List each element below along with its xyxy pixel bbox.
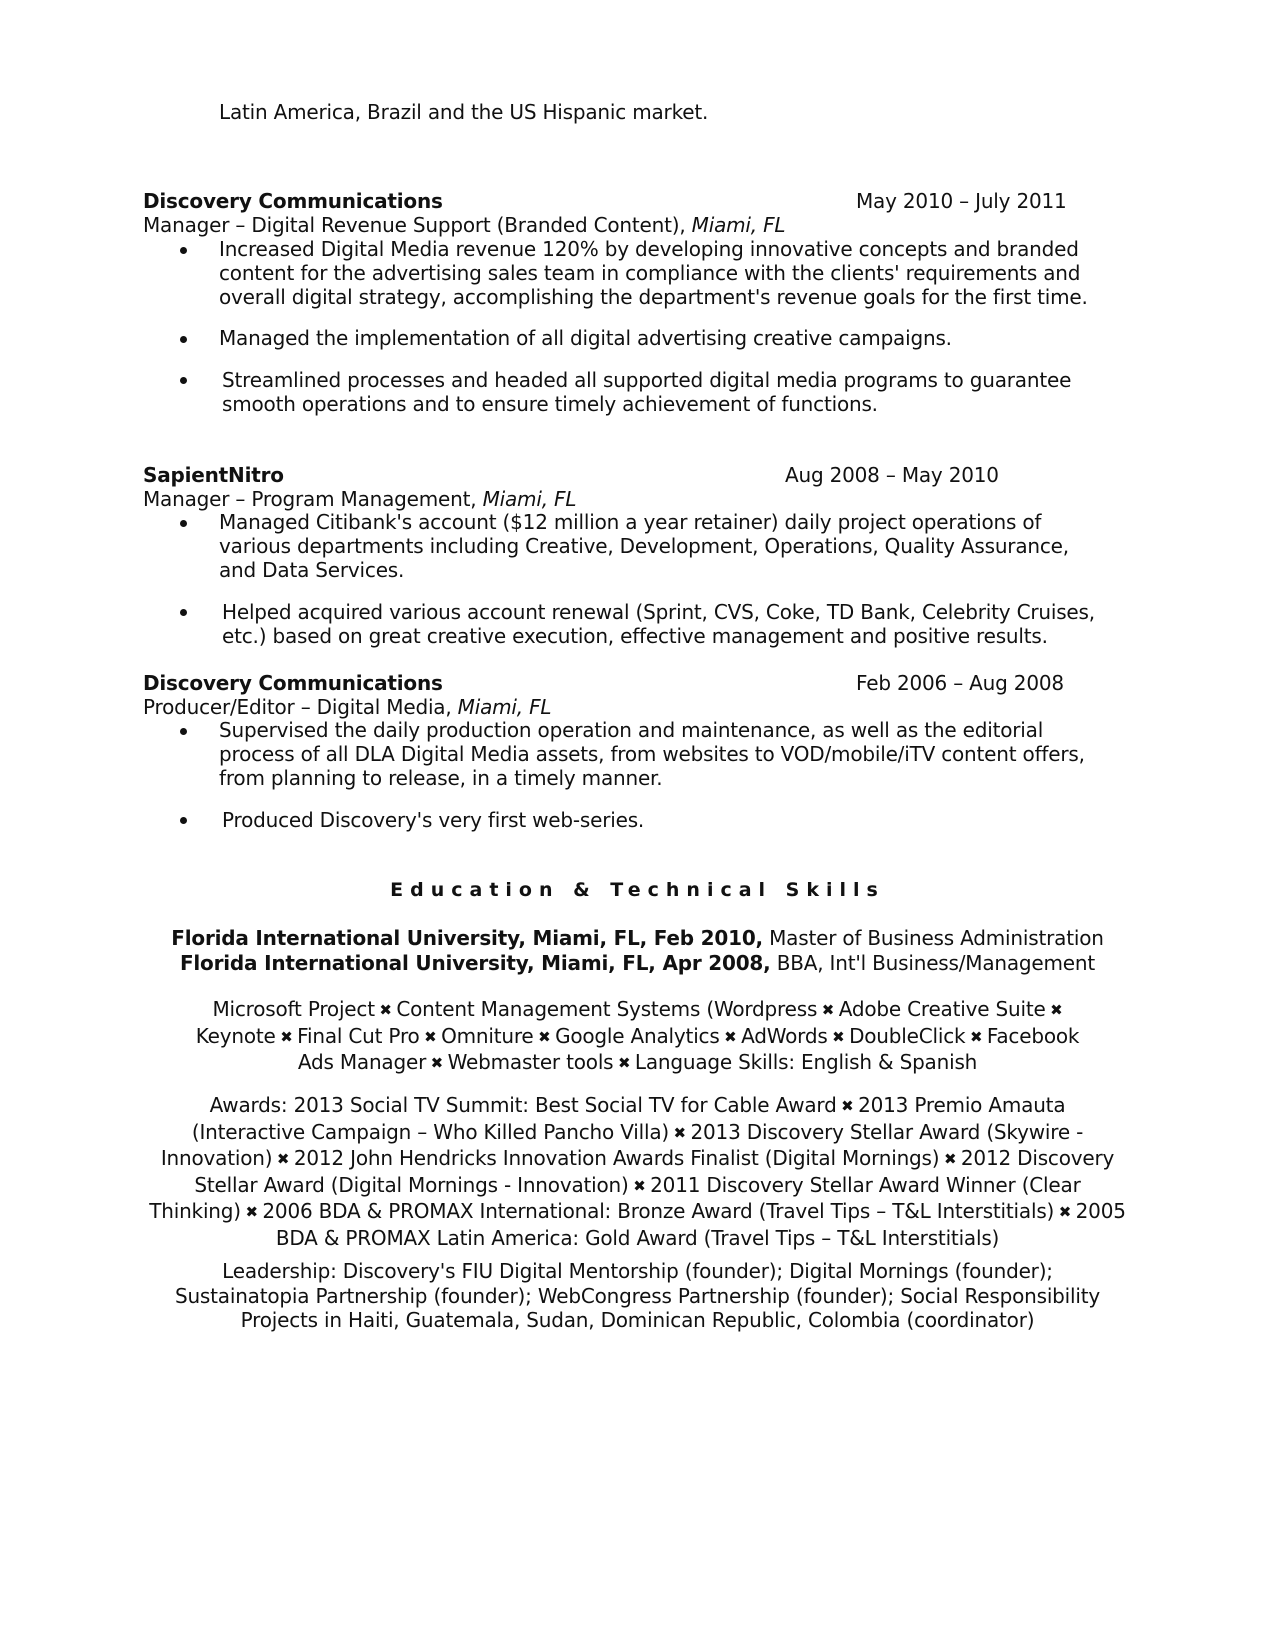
degree-line <box>140 926 1135 951</box>
bullet-line: Managed the implementation of all digital advertising creative campaigns. <box>219 326 952 350</box>
list-item: 2006 BDA & PROMAX International: Bronze Award (Travel Tips – T&L Interstitials) <box>262 1199 1055 1223</box>
separator-icon: ✖ <box>1054 1203 1076 1221</box>
leadership-line: Leadership: Discovery's FIU Digital Mentorship (founder); Digital Mornings (founder); <box>222 1259 1053 1283</box>
list-item: Google Analytics <box>555 1023 720 1048</box>
bullet-line: content for the advertising sales team in compliance with the clients' requirements and <box>219 261 1081 285</box>
bullet-line: Managed Citibank's account ($12 million a year retainer) daily project operations of <box>219 510 1042 534</box>
list-item: BDA & PROMAX Latin America: Gold Award (Travel Tips – T&L Interstitials) <box>275 1225 1000 1250</box>
bullet-icon <box>180 247 187 254</box>
awards-line <box>140 1146 1135 1173</box>
separator-icon: ✖ <box>533 1027 556 1046</box>
bullet-icon <box>180 728 187 735</box>
separator-icon: ✖ <box>272 1150 294 1168</box>
list-item: 2012 John Hendricks Innovation Awards Finalist (Digital Mornings) <box>293 1146 940 1170</box>
separator-icon: ✖ <box>374 1001 397 1019</box>
awards-line <box>140 1226 1135 1251</box>
job-dates: Aug 2008 – May 2010 <box>785 463 999 487</box>
degree-name: BBA, Int'l Business/Management <box>770 950 1096 975</box>
separator-icon: ✖ <box>827 1027 850 1046</box>
degree-name: Master of Business Administration <box>762 926 1104 950</box>
list-item: 2013 Discovery Stellar Award (Skywire - <box>690 1119 1084 1144</box>
separator-icon: ✖ <box>628 1176 651 1195</box>
list-item: AdWords <box>741 1023 828 1048</box>
job-title <box>143 695 551 720</box>
bullet-line: various departments including Creative, Development, Operations, Quality Assurance, <box>219 534 1069 558</box>
intro-line: Latin America, Brazil and the US Hispanic market. <box>219 100 709 124</box>
skills-line <box>140 1024 1135 1051</box>
skills-list <box>140 997 1135 1077</box>
company-name: Discovery Communications <box>143 671 443 695</box>
list-item: Content Management Systems (Wordpress <box>396 997 818 1021</box>
awards-line <box>140 1173 1135 1200</box>
job-title <box>143 213 785 238</box>
section-heading: Education & Technical Skills <box>390 879 885 901</box>
list-item: Ads Manager <box>297 1050 427 1074</box>
list-item: Language Skills: English & Spanish <box>634 1050 978 1074</box>
bullet-line: overall digital strategy, accomplishing the department's revenue goals for the first time. <box>219 285 1088 309</box>
awards-list <box>140 1093 1135 1250</box>
list-item: DoubleClick <box>849 1023 966 1048</box>
bullet-line: Increased Digital Media revenue 120% by developing innovative concepts and branded <box>219 237 1079 261</box>
awards-line <box>140 1199 1135 1226</box>
separator-icon: ✖ <box>965 1027 987 1046</box>
separator-icon: ✖ <box>668 1123 691 1142</box>
list-item: Awards: 2013 Social TV Summit: Best Social TV for Cable Award <box>209 1093 837 1117</box>
separator-icon: ✖ <box>817 1001 839 1019</box>
bullet-icon <box>180 817 187 824</box>
list-item: Stellar Award (Digital Mornings - Innovation) <box>194 1172 629 1197</box>
leadership-line: Projects in Haiti, Guatemala, Sudan, Dominican Republic, Colombia (coordinator) <box>240 1308 1035 1332</box>
bullet-line: Supervised the daily production operation and maintenance, as well as the editorial <box>219 718 1044 742</box>
leadership-line: Sustainatopia Partnership (founder); WebCongress Partnership (founder); Social Responsibility <box>174 1283 1101 1308</box>
company-name: SapientNitro <box>143 463 284 487</box>
bullet-line: and Data Services. <box>219 558 405 582</box>
list-item: Webmaster tools <box>447 1050 614 1074</box>
degree-school: Florida International University, Miami, FL, Apr 2008, <box>179 950 771 975</box>
list-item: Final Cut Pro <box>297 1023 420 1048</box>
job-dates: Feb 2006 – Aug 2008 <box>856 671 1064 695</box>
list-item: 2005 <box>1075 1199 1126 1223</box>
bullet-icon <box>180 336 187 343</box>
degree-line <box>140 951 1135 976</box>
list-item: Microsoft Project <box>212 997 375 1021</box>
job-location: Miami, FL <box>457 695 552 719</box>
separator-icon: ✖ <box>419 1027 442 1046</box>
separator-icon: ✖ <box>426 1054 448 1072</box>
separator-icon: ✖ <box>939 1150 961 1168</box>
job-title-text: Manager – Digital Revenue Support (Branded Content), <box>143 213 692 237</box>
bullet-line: Streamlined processes and headed all supported digital media programs to guarantee <box>222 368 1072 392</box>
bullet-line: smooth operations and to ensure timely achievement of functions. <box>222 392 878 416</box>
job-dates: May 2010 – July 2011 <box>856 189 1067 213</box>
separator-icon: ✖ <box>240 1203 263 1221</box>
list-item: Thinking) <box>149 1199 241 1223</box>
job-title-text: Producer/Editor – Digital Media, <box>143 695 458 719</box>
bullet-icon <box>180 377 187 384</box>
awards-line <box>140 1120 1135 1147</box>
list-item: Adobe Creative Suite <box>838 997 1046 1021</box>
bullet-icon <box>180 609 187 616</box>
list-item: Facebook <box>986 1023 1080 1048</box>
job-location: Miami, FL <box>482 487 577 511</box>
list-item: 2013 Premio Amauta <box>858 1093 1066 1117</box>
leadership-list <box>140 1259 1135 1333</box>
list-item: Keynote <box>195 1023 276 1048</box>
job-location: Miami, FL <box>691 213 786 237</box>
degree-school: Florida International University, Miami, FL, Feb 2010, <box>171 926 763 950</box>
list-item: Omniture <box>441 1023 534 1048</box>
list-item: 2011 Discovery Stellar Award Winner (Clear <box>650 1172 1081 1197</box>
bullet-line: Helped acquired various account renewal (Sprint, CVS, Coke, TD Bank, Celebrity Cruises, <box>222 600 1095 624</box>
separator-icon: ✖ <box>275 1027 298 1046</box>
bullet-icon <box>180 520 187 527</box>
skills-line <box>140 997 1135 1024</box>
list-item: (Interactive Campaign – Who Killed Pancho Villa) <box>191 1119 669 1144</box>
bullet-line: process of all DLA Digital Media assets, from websites to VOD/mobile/iTV content offers, <box>219 742 1085 766</box>
separator-icon: ✖ <box>613 1054 635 1072</box>
skills-line <box>140 1050 1135 1077</box>
degree-list <box>140 926 1135 975</box>
bullet-line: etc.) based on great creative execution, effective management and positive results. <box>222 624 1048 648</box>
job-title-text: Manager – Program Management, <box>143 487 483 511</box>
list-item: 2012 Discovery <box>960 1146 1115 1170</box>
separator-icon: ✖ <box>836 1097 859 1115</box>
bullet-line: from planning to release, in a timely manner. <box>219 766 663 790</box>
awards-line <box>140 1093 1135 1120</box>
company-name: Discovery Communications <box>143 189 443 213</box>
separator-icon: ✖ <box>719 1027 742 1046</box>
separator-icon: ✖ <box>1045 1001 1063 1019</box>
list-item: Innovation) <box>160 1146 273 1170</box>
job-title <box>143 487 576 512</box>
bullet-line: Produced Discovery's very first web-series. <box>222 808 645 832</box>
